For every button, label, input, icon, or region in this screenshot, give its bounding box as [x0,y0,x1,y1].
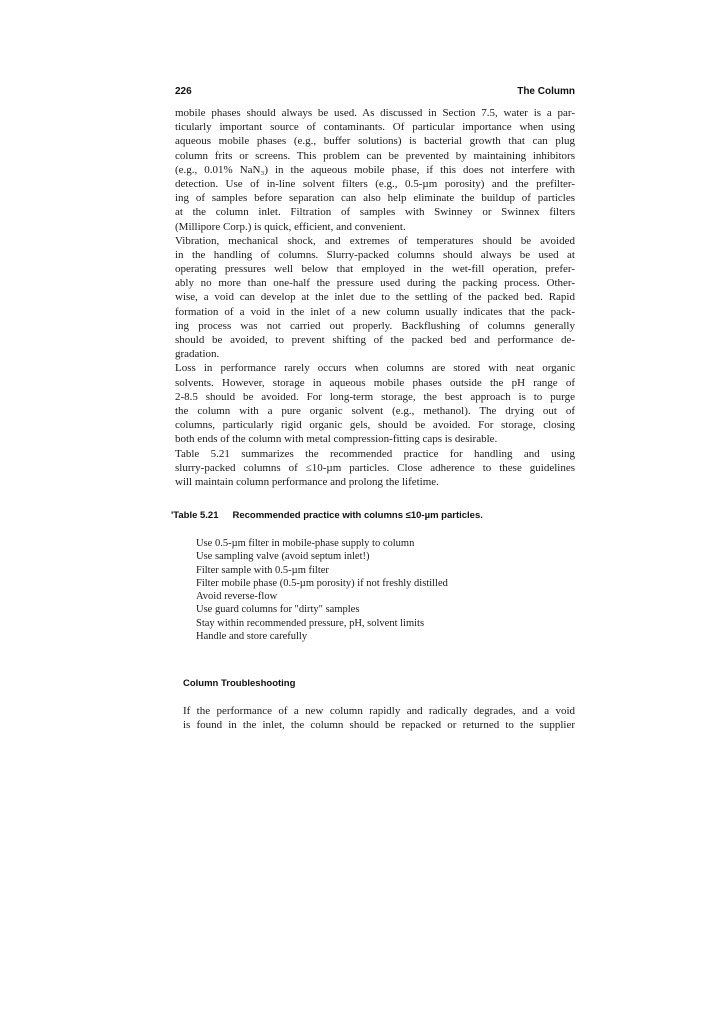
text-line: detection. Use of in-line solvent filters (e.g., 0.5-µm porosity) and the prefilter- [175,177,575,190]
text-line: column frits or screens. This problem can be prevented by maintaining inhibitors [175,149,575,162]
text-line: aqueous mobile phases (e.g., buffer solutions) is bacterial growth that can plug [175,135,575,148]
table-item: Filter sample with 0.5-µm filter [196,564,329,576]
text-line: ing process was not carried out properly. Backflushing of columns generally [175,319,575,332]
table-list [196,537,448,643]
table-item: Use sampling valve (avoid septum inlet!) [196,551,370,563]
chapter-title: The Column [517,86,575,97]
text-line: solvents. However, storage in aqueous mobile phases outside the pH range of [175,376,575,389]
section-text [183,704,575,732]
text-line: at the column inlet. Filtration of samples with Swinney or Swinnex filters [175,206,575,219]
text-line: Loss in performance rarely occurs when columns are stored with neat organic [175,362,575,375]
text-line: is found in the inlet, the column should be repacked or returned to the supplier [183,719,575,732]
text-line: ably no more than one-half the pressure used during the packing process. Other- [175,277,575,290]
page-number: 226 [175,86,192,97]
text-line: Table 5.21 summarizes the recommended practice for handling and using [175,447,575,460]
table-item: Use guard columns for "dirty" samples [196,604,360,616]
text-line: Vibration, mechanical shock, and extremes of temperatures should be avoided [175,234,575,247]
text-line: should be avoided, to prevent shifting of the packed bed and performance de- [175,334,575,346]
text-line: both ends of the column with metal compression-fitting caps is desirable. [175,433,498,446]
body-text [175,106,575,489]
section-heading: Column Troubleshooting [183,678,296,689]
table-item: Use 0.5-µm filter in mobile-phase supply to column [196,538,415,549]
table-item: Filter mobile phase (0.5-µm porosity) if not freshly distilled [196,577,448,589]
text-line: columns, particularly rigid organic gels, should be avoided. For storage, closing [175,419,575,432]
text-line: (e.g., 0.01% NaN₃) in the aqueous mobile phase, if this does not interfere with [175,163,575,176]
text-line: gradation. [175,348,220,361]
text-line: will maintain column performance and prolong the lifetime. [175,475,439,488]
text-line: ticularly important source of contaminants. Of particular importance when using [175,121,575,134]
table-caption [171,510,483,521]
text-line: in the handling of columns. Slurry-packed columns should always be used at [175,248,575,261]
text-line: ing of samples before separation can also help eliminate the buildup of particles [175,192,575,205]
text-line: formation of a void in the inlet of a new column usually indicates that the pack- [175,305,575,318]
text-line: mobile phases should always be used. As discussed in Section 7.5, water is a par- [175,107,575,119]
text-line: slurry-packed columns of ≤10-µm particles. Close adherence to these guidelines [175,461,575,474]
running-header [175,86,575,102]
table-item: Avoid reverse-flow [196,591,278,603]
text-line: the column with a pure organic solvent (e.g., methanol). The drying out of [175,404,575,417]
text-line: operating pressures well below that employed in the wet-fill operation, prefer- [175,263,575,276]
text-line: 2-8.5 should be avoided. For long-term storage, the best approach is to purge [175,390,575,403]
text-line: (Millipore Corp.) is quick, efficient, and convenient. [175,220,406,233]
text-line: wise, a void can develop at the inlet due to the settling of the packed bed. Rapid [175,291,575,304]
table-item: Stay within recommended pressure, pH, solvent limits [196,617,425,629]
text-line: If the performance of a new column rapidly and radically degrades, and a void [183,705,575,717]
table-caption-text: Recommended practice with columns ≤10-µm particles. [232,510,483,521]
table-label: 'Table 5.21 [171,510,219,521]
table-item: Handle and store carefully [196,631,308,643]
